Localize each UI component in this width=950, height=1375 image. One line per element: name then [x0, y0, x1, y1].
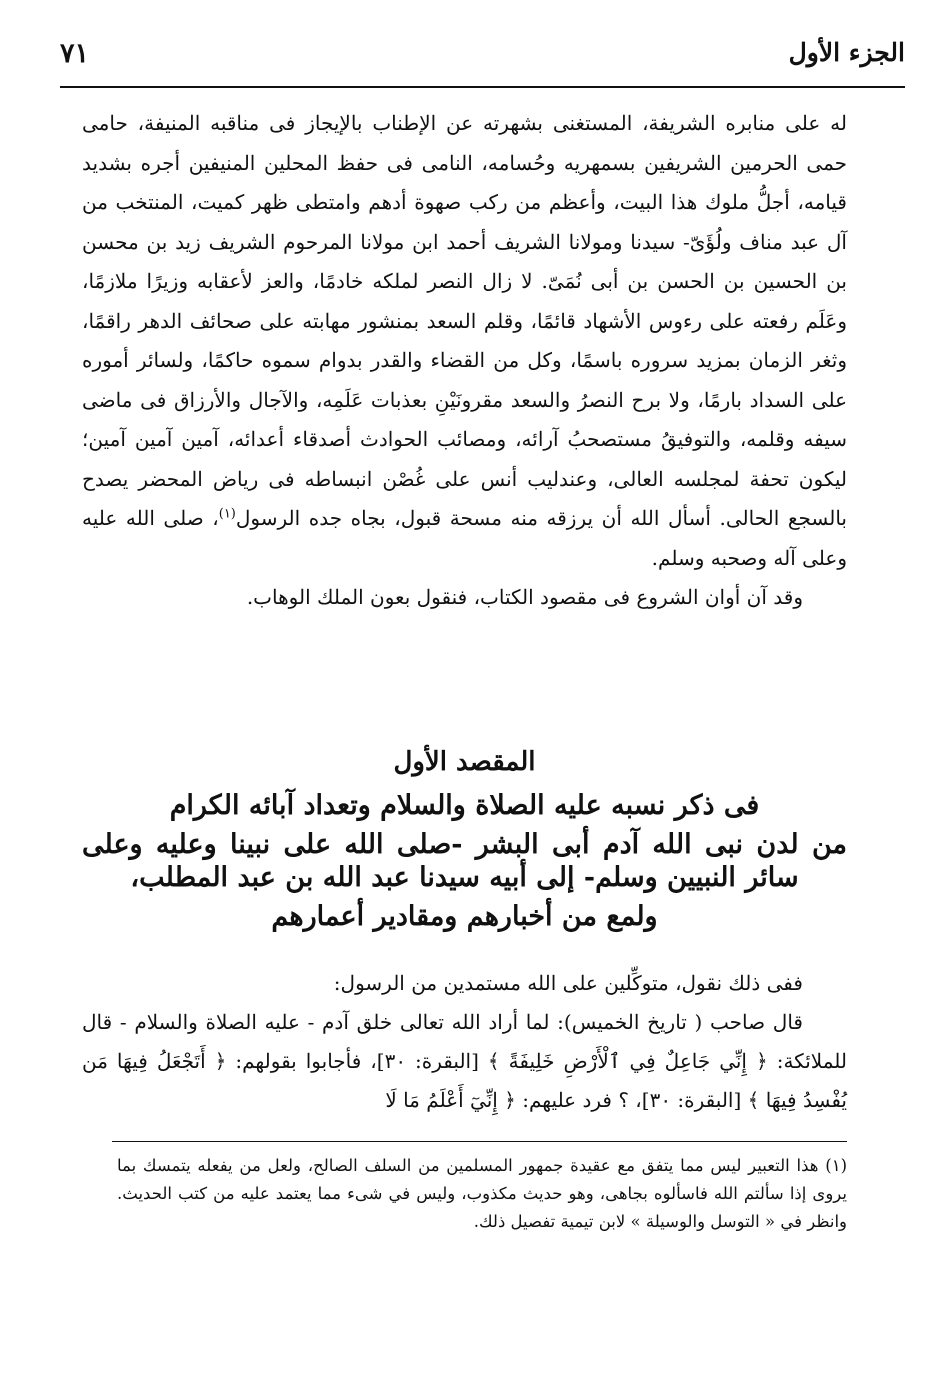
header-divider	[60, 86, 905, 88]
footnote	[117, 1152, 847, 1236]
main-text-block	[82, 104, 847, 618]
footnotes	[117, 1152, 847, 1236]
footnote-reference: (١)	[218, 506, 236, 522]
paragraph-text: ، صلى الله عليه وعلى آله وصحبه وسلم.	[82, 506, 847, 570]
section-subtitle: ولمع من أخبارهم ومقادير أعمارهم	[271, 901, 658, 932]
running-head	[60, 38, 905, 78]
paragraph	[82, 104, 847, 578]
section-heading	[82, 740, 847, 940]
section-text-block	[82, 964, 847, 1120]
paragraph: ففى ذلك نقول، متوكِّلين على الله مستمدين من الرسول:	[333, 971, 803, 995]
running-title: الجزء الأول	[788, 38, 905, 67]
paragraph: قال صاحب ( تاريخ الخميس): لما أراد الله تعالى خلق آدم - عليه الصلاة والسلام - قال للملائكة: ﴿ إِنِّي جَاعِلٌ فِي ٱلْأَرْضِ خَلِيفَةً ﴾ [البقرة: ٣٠]، فأجابوا بقولهم: ﴿ أَتَجْعَلُ فِيهَا مَن يُفْسِدُ فِيهَا ﴾ [البقرة: ٣٠]، ؟ فرد عليهم: ﴿ إِنِّيٓ أَعْلَمُ مَا لَا	[82, 1010, 847, 1112]
footnote-text: هذا التعبير ليس مما يتفق مع عقيدة جمهور المسلمين من السلف الصالح، ولعل من يفعله يتمسك بما يروى إذا سألتم الله فاسألوه بجاهى، وهو حديث مكذوب، وليس في شىء مما يعتمد عليه من كتب الحديث. وانظر في « التوسل والوسيلة » لابن تيمية تفصيل ذلك.	[117, 1156, 847, 1231]
paragraph: وقد آن أوان الشروع فى مقصود الكتاب، فنقول بعون الملك الوهاب.	[246, 585, 803, 609]
section-subtitle: من لدن نبى الله آدم أبى البشر -صلى الله على نبينا وعليه وعلى سائر النبيين وسلم- إلى أبيه سيدنا عبد الله بن عبد المطلب،	[82, 829, 847, 893]
section-subtitle: فى ذكر نسبه عليه الصلاة والسلام وتعداد آبائه الكرام	[169, 790, 760, 821]
page-number: ٧١	[60, 38, 90, 69]
footnote-divider	[112, 1141, 847, 1142]
section-title: المقصد الأول	[393, 747, 536, 777]
paragraph-text: له على منابره الشريفة، المستغنى بشهرته عن الإطناب بالإيجاز فى مناقبه المنيفة، حامى حمى الحرمين الشريفين بسمهريه وحُسامه، النامى فى حفظ المحلين المنيفين أجره بشديد قيامه، أجلُّ ملوك هذا البيت، وأعظم من ركب صهوة أدهم وامتطى ظهر كميت، المنتخب من آل عبد مناف ولُؤَىّ- سيدنا ومولانا الشريف أحمد ابن مولانا المرحوم الشريف زيد بن محسن بن الحسين بن الحسن بن أبى نُمَىّ. لا زال النصر لملكه خادمًا، والعز لأعقابه وزيرًا ملازمًا، وعَلَم رفعته على رءوس الأشهاد قائمًا، وقلم السعد بمنشور مهابته على صحائف الدهر راقمًا، وثغر الزمان بمزيد سروره باسمًا، وكل من القضاء والقدر بدوام سموه حاكمًا، ولسائر أموره على السداد بارمًا، ولا برح النصرُ والسعد مقرونَيْنِ بعذبات عَلَمِه، والآجال والأرزاق فى ماضى سيفه وقلمه، والتوفيقُ مستصحبُ آرائه، ومصائب الحوادث أصدقاء أعدائه، آمين آمين آمين؛ ليكون تحفة لمجلسه العالى، وعندليب أنس على غُصْن انبساطه فى رياض المحضر يصدح بالسجع الحالى. أسأل الله أن يرزقه منه مسحة قبول، بجاه جده الرسول	[82, 111, 847, 530]
footnote-mark: (١)	[825, 1156, 848, 1175]
